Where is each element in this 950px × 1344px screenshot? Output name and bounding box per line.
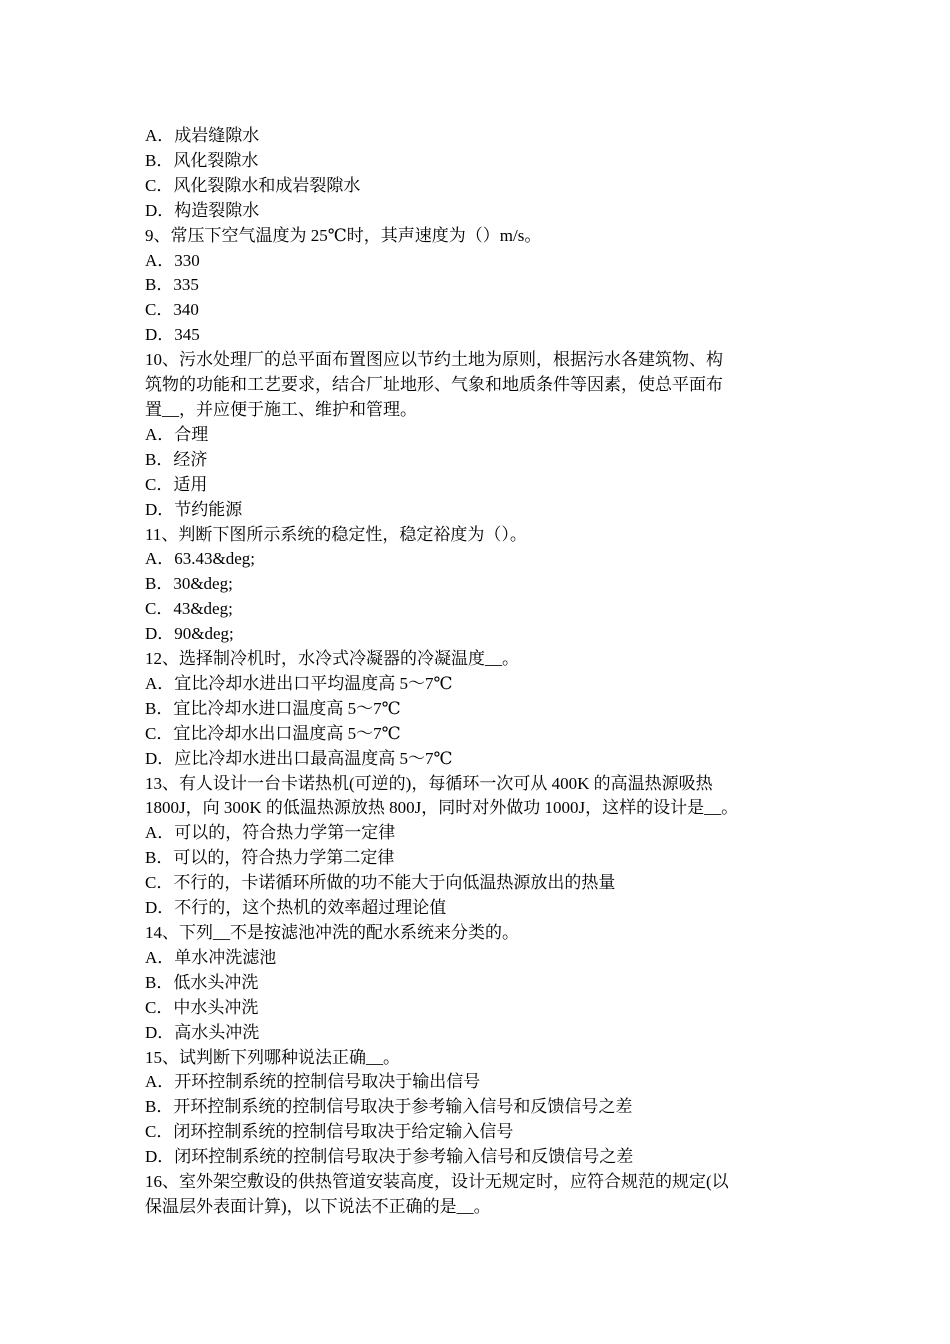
q12-option-b: B．宜比冷却水进口温度高 5～7℃ (145, 698, 401, 718)
question-12 (145, 647, 813, 772)
q15-option-c: C．闭环控制系统的控制信号取决于给定输入信号 (145, 1122, 514, 1142)
q14-option-b: B．低水头冲洗 (145, 972, 259, 992)
q15-option-d: D．闭环控制系统的控制信号取决于参考输入信号和反馈信号之差 (145, 1147, 634, 1167)
q16-stem-line-2: 保温层外表面计算)，以下说法不正确的是__。 (145, 1196, 491, 1216)
question-11 (145, 523, 813, 648)
q9-option-b: B．335 (145, 275, 199, 295)
q13-stem-line-2: 1800J，向 300K 的低温热源放热 800J，同时对外做功 1000J，这样的设计是__。 (145, 798, 739, 818)
q11-option-a: A．63.43&deg; (145, 549, 256, 569)
q8-option-c: C．风化裂隙水和成岩裂隙水 (145, 175, 361, 195)
q12-option-c: C．宜比冷却水出口温度高 5～7℃ (145, 723, 401, 743)
question-10 (145, 348, 813, 522)
q8-option-b: B．风化裂隙水 (145, 150, 259, 170)
q11-option-b: B．30&deg; (145, 574, 233, 594)
q12-option-d: D．应比冷却水进出口最高温度高 5～7℃ (145, 748, 453, 768)
question-16 (145, 1170, 813, 1220)
q13-option-d: D．不行的，这个热机的效率超过理论值 (145, 898, 447, 918)
question-8-options (145, 124, 813, 224)
question-14 (145, 921, 813, 1046)
q15-option-b: B．开环控制系统的控制信号取决于参考输入信号和反馈信号之差 (145, 1097, 633, 1117)
q10-option-a: A．合理 (145, 424, 209, 444)
q15-option-a: A．开环控制系统的控制信号取决于输出信号 (145, 1072, 481, 1092)
q11-stem: 11、判断下图所示系统的稳定性，稳定裕度为（）。 (145, 524, 527, 544)
q8-option-d: D．构造裂隙水 (145, 200, 260, 220)
q9-option-c: C．340 (145, 300, 199, 320)
q8-option-a: A．成岩缝隙水 (145, 126, 260, 145)
q11-option-c: C．43&deg; (145, 599, 233, 619)
q16-stem-line-1: 16、室外架空敷设的供热管道安装高度，设计无规定时，应符合规范的规定(以 (145, 1172, 729, 1192)
q9-option-d: D．345 (145, 325, 200, 345)
q15-stem: 15、试判断下列哪种说法正确__。 (145, 1047, 400, 1067)
q10-option-d: D．节约能源 (145, 499, 243, 519)
q11-option-d: D．90&deg; (145, 624, 234, 644)
q13-option-a: A．可以的，符合热力学第一定律 (145, 823, 396, 843)
question-9 (145, 224, 813, 349)
q10-option-b: B．经济 (145, 449, 208, 469)
q10-stem-line-2: 筑物的功能和工艺要求，结合厂址地形、气象和地质条件等因素，使总平面布 (145, 375, 723, 395)
question-15 (145, 1046, 813, 1171)
q10-option-c: C．适用 (145, 474, 208, 494)
q14-option-c: C．中水头冲洗 (145, 997, 259, 1017)
q14-stem: 14、下列__不是按滤池冲洗的配水系统来分类的。 (145, 923, 519, 942)
q10-stem-line-3: 置__，并应便于施工、维护和管理。 (145, 399, 417, 419)
q9-stem: 9、常压下空气温度为 25℃时，其声速度为（）m/s。 (145, 225, 542, 245)
q10-stem-line-1: 10、污水处理厂的总平面布置图应以节约土地为原则，根据污水各建筑物、构 (145, 350, 723, 370)
q13-option-c: C．不行的，卡诺循环所做的功不能大于向低温热源放出的热量 (145, 873, 616, 893)
q12-option-a: A．宜比冷却水进出口平均温度高 5～7℃ (145, 673, 453, 693)
q12-stem: 12、选择制冷机时，水冷式冷凝器的冷凝温度__。 (145, 649, 519, 669)
question-13 (145, 772, 813, 921)
document-page (145, 124, 813, 1220)
q14-option-d: D．高水头冲洗 (145, 1022, 260, 1042)
q14-option-a: A．单水冲洗滤池 (145, 947, 277, 967)
q13-stem-line-1: 13、有人设计一台卡诺热机(可逆的)，每循环一次可从 400K 的高温热源吸热 (145, 773, 713, 793)
q13-option-b: B．可以的，符合热力学第二定律 (145, 848, 395, 868)
q9-option-a: A．330 (145, 250, 200, 270)
